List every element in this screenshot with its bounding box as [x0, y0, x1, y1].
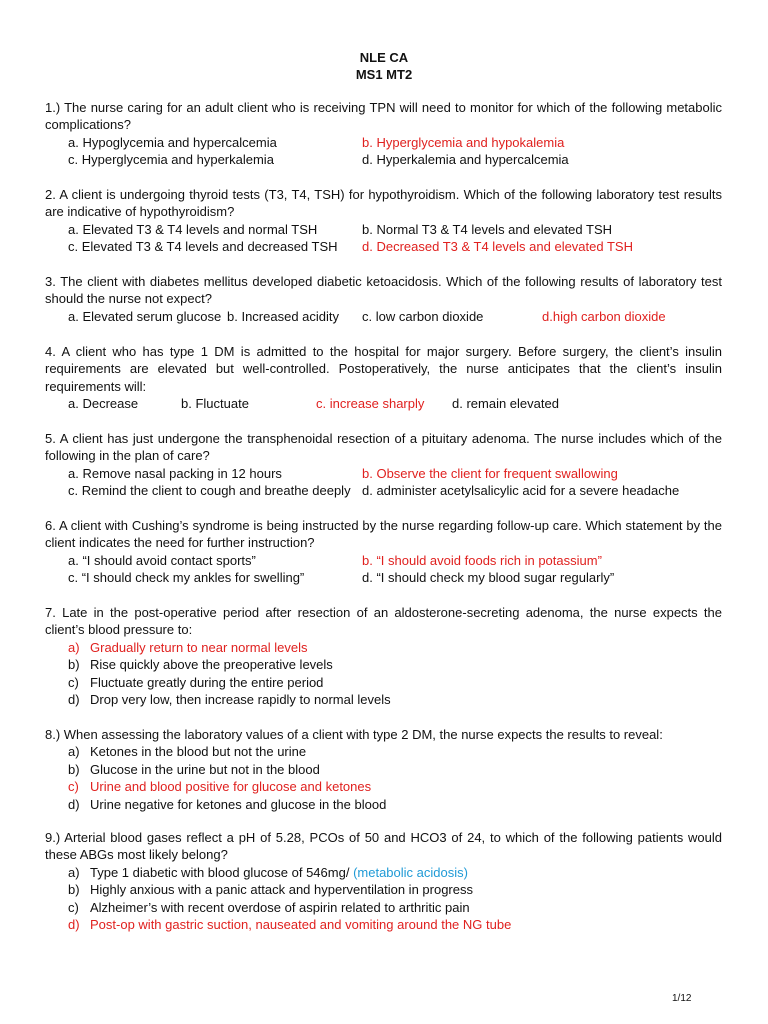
question-3-stem: 3. The client with diabetes mellitus developed diabetic ketoacidosis. Which of the following results of laboratory test should the nurse not expect? — [45, 274, 722, 307]
question-8-option-c-answer: c) Urine and blood positive for glucose and ketones — [68, 779, 372, 795]
question-3-option-a: a. Elevated serum glucose — [68, 308, 222, 324]
question-9 — [45, 829, 722, 933]
question-2 — [45, 186, 722, 256]
question-5 — [45, 430, 722, 500]
question-1-stem: 1.) The nurse caring for an adult client who is receiving TPN will need to monitor for which of the following metabolic complications? — [45, 100, 722, 133]
question-7 — [45, 604, 722, 708]
question-4-stem: 4. A client who has type 1 DM is admitted to the hospital for major surgery. Before surgery, the client’s insulin requirements are elevated but well-controlled. Postoperatively, the nurse anticipates that the client’s insulin requirements will: — [45, 344, 722, 394]
question-4-option-c-answer: c. increase sharply — [316, 396, 425, 412]
question-8-option-b: b) Glucose in the urine but not in the blood — [68, 761, 320, 777]
question-7-option-a-answer: a) Gradually return to near normal levels — [68, 639, 308, 655]
question-3-option-c: c. low carbon dioxide — [362, 308, 484, 324]
question-6-option-b-answer: b. “I should avoid foods rich in potassium” — [362, 552, 602, 568]
question-4-option-b: b. Fluctuate — [181, 396, 249, 412]
question-9-option-b: b) Highly anxious with a panic attack and hyperventilation in progress — [68, 882, 473, 898]
question-2-stem: 2. A client is undergoing thyroid tests (T3, T4, TSH) for hypothyroidism. Which of the following laboratory test results are indicative of hypothyroidism? — [45, 187, 722, 220]
question-9-option-c: c) Alzheimer’s with recent overdose of aspirin related to arthritic pain — [68, 899, 470, 915]
question-1 — [45, 99, 722, 169]
question-1-option-b-answer: b. Hyperglycemia and hypokalemia — [362, 134, 565, 150]
question-2-option-b: b. Normal T3 & T4 levels and elevated TSH — [362, 221, 613, 237]
question-4-option-d: d. remain elevated — [452, 396, 559, 412]
question-6-stem: 6. A client with Cushing’s syndrome is being instructed by the nurse regarding follow-up care. Which statement by the client indicates the need for further instruction? — [45, 518, 722, 551]
question-9-option-a: a) Type 1 diabetic with blood glucose of 546mg/ (metabolic acidosis) — [68, 864, 468, 880]
question-8-option-a: a) Ketones in the blood but not the urine — [68, 744, 307, 760]
question-9-stem: 9.) Arterial blood gases reflect a pH of 5.28, PCOs of 50 and HCO3 of 24, to which of the following patients would these ABGs most likely belong? — [45, 830, 722, 863]
question-7-option-d: d) Drop very low, then increase rapidly to normal levels — [68, 691, 391, 707]
page-number: 1/12 — [672, 993, 692, 1004]
question-9-option-d-answer: d) Post-op with gastric suction, nauseated and vomiting around the NG tube — [68, 916, 512, 932]
question-6-option-a: a. “I should avoid contact sports” — [68, 552, 256, 568]
question-5-option-b-answer: b. Observe the client for frequent swallowing — [362, 465, 618, 481]
question-3-option-b: b. Increased acidity — [227, 308, 340, 324]
question-2-option-a: a. Elevated T3 & T4 levels and normal TSH — [68, 221, 318, 237]
question-5-option-c: c. Remind the client to cough and breathe deeply — [68, 483, 351, 499]
question-8 — [45, 726, 722, 813]
question-4-option-a: a. Decrease — [68, 396, 139, 412]
question-5-stem: 5. A client has just undergone the transphenoidal resection of a pituitary adenoma. The nurse includes which of the following in the plan of care? — [45, 431, 722, 464]
question-8-option-d: d) Urine negative for ketones and glucose in the blood — [68, 796, 387, 812]
question-5-option-a: a. Remove nasal packing in 12 hours — [68, 465, 282, 481]
question-7-option-c: c) Fluctuate greatly during the entire period — [68, 674, 324, 690]
question-2-option-c: c. Elevated T3 & T4 levels and decreased TSH — [68, 239, 338, 255]
document-subtitle: MS1 MT2 — [355, 67, 413, 82]
question-1-option-a: a. Hypoglycemia and hypercalcemia — [68, 134, 277, 150]
question-3 — [45, 273, 722, 325]
question-9-option-a-note: (metabolic acidosis) — [353, 864, 468, 880]
question-6 — [45, 517, 722, 587]
question-6-option-d: d. “I should check my blood sugar regularly” — [362, 570, 615, 586]
question-7-stem: 7. Late in the post-operative period after resection of an aldosterone-secreting adenoma, the nurse expects the client’s blood pressure to: — [45, 605, 722, 638]
question-1-option-d: d. Hyperkalemia and hypercalcemia — [362, 152, 569, 168]
question-5-option-d: d. administer acetylsalicylic acid for a severe headache — [362, 483, 680, 499]
question-2-option-d-answer: d. Decreased T3 & T4 levels and elevated TSH — [362, 239, 633, 255]
question-3-option-d-answer: d.high carbon dioxide — [542, 308, 666, 324]
question-6-option-c: c. “I should check my ankles for swelling” — [68, 570, 305, 586]
question-1-option-c: c. Hyperglycemia and hyperkalemia — [68, 152, 274, 168]
question-8-stem: 8.) When assessing the laboratory values of a client with type 2 DM, the nurse expects the results to reveal: — [45, 727, 663, 742]
question-7-option-b: b) Rise quickly above the preoperative levels — [68, 657, 333, 673]
document-title: NLE CA — [359, 50, 409, 65]
question-4 — [45, 343, 722, 413]
